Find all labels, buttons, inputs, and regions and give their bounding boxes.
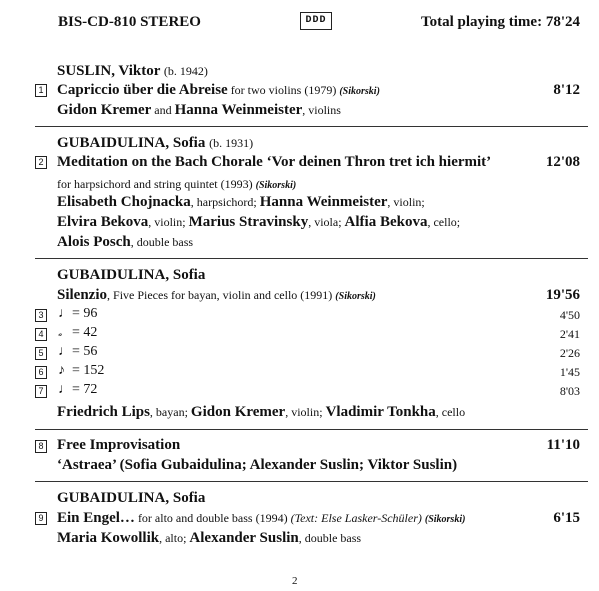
performer-role: , violin;: [148, 215, 189, 229]
performer-name: Gidon Kremer: [190, 404, 286, 420]
divider: [35, 481, 588, 482]
track-title: Meditation on the Bach Chorale ‘Vor deinen Thron tret ich hiermit’: [57, 154, 492, 170]
track-number: 9: [35, 512, 47, 525]
divider: [35, 429, 588, 430]
tempo-marking: [58, 344, 97, 360]
track-number: 3: [35, 309, 47, 322]
track-number: 6: [35, 366, 47, 379]
composer-gubaidulina: GUBAIDULINA, Sofia: [57, 490, 206, 506]
tempo-marking: [58, 363, 104, 379]
page-number: 2: [292, 575, 298, 587]
composer-gubaidulina: GUBAIDULINA, Sofia: [57, 267, 206, 283]
performer-role: , viola;: [308, 215, 345, 229]
work-desc: for two violins (1979): [227, 83, 340, 97]
note-icon: ♩: [58, 382, 72, 397]
movement-duration: 2'41: [559, 327, 580, 341]
tempo-marking: [58, 325, 97, 341]
note-icon: ♩: [58, 344, 72, 359]
performer-name: Hanna Weinmeister: [174, 102, 303, 118]
composer-name: SUSLIN, Viktor: [57, 63, 161, 79]
work-desc: [57, 176, 296, 193]
divider: [35, 258, 588, 259]
composer-suslin: [57, 63, 208, 80]
performer-name: Marius Stravinsky: [188, 214, 309, 230]
performers: [57, 102, 341, 119]
performers-line-1: [57, 194, 425, 211]
work-title: Silenzio: [57, 287, 108, 303]
publisher: (Sikorski): [255, 180, 297, 191]
track-duration: 6'15: [553, 510, 580, 526]
performer-name: Maria Kowollik: [57, 530, 160, 546]
note-icon: ♩: [58, 306, 72, 321]
publisher: (Sikorski): [335, 291, 376, 302]
performer-name: Hanna Weinmeister: [259, 194, 388, 210]
performer-name: Elisabeth Chojnacka: [57, 194, 191, 210]
note-icon: 𝅗: [58, 325, 63, 340]
performer-name: Friedrich Lips: [57, 404, 150, 420]
performers: ‘Astraea’ (Sofia Gubaidulina; Alexander Suslin; Viktor Suslin): [57, 457, 458, 473]
tempo-value: = 152: [72, 363, 105, 378]
performer-role: , harpsichord;: [190, 195, 260, 209]
track-title: [57, 287, 376, 304]
performer-name: Vladimir Tonkha: [325, 404, 436, 420]
performer-role: and: [151, 103, 175, 117]
track-number: 2: [35, 156, 47, 169]
track-number: 5: [35, 347, 47, 360]
movement-duration: 8'03: [559, 384, 580, 398]
track-duration: 12'08: [545, 154, 580, 170]
work-title: Capriccio über die Abreise: [57, 82, 228, 98]
catalog-number: BIS-CD-810 STEREO: [58, 14, 201, 30]
work-title: Ein Engel…: [57, 510, 135, 526]
composer-gubaidulina: [57, 135, 253, 152]
performers-line-3: [57, 234, 193, 251]
track-number: 8: [35, 440, 47, 453]
performer-role: , bayan;: [149, 405, 191, 419]
performer-role: , alto;: [159, 531, 190, 545]
performers: [57, 530, 361, 547]
work-subtitle: for harpsichord and string quintet (1993): [57, 177, 256, 191]
text-credit: (Text: Else Lasker-Schüler): [290, 511, 425, 525]
track-number: 4: [35, 328, 47, 341]
tempo-value: = 72: [72, 382, 98, 397]
tempo-marking: [58, 306, 97, 322]
publisher: (Sikorski): [339, 86, 380, 97]
track-title: Free Improvisation: [57, 437, 181, 453]
tempo-value: = 96: [72, 306, 98, 321]
total-playing-time: Total playing time: 78'24: [420, 14, 580, 30]
movement-duration: 1'45: [559, 365, 580, 379]
performer-name: Alexander Suslin: [189, 530, 299, 546]
performer-role: , double bass: [298, 531, 362, 545]
tempo-marking: [58, 382, 97, 398]
track-duration: 8'12: [553, 82, 580, 98]
performer-role: , violins: [302, 103, 341, 117]
composer-dates: (b. 1942): [163, 64, 208, 78]
track-duration: 19'56: [545, 287, 580, 303]
movement-duration: 2'26: [559, 346, 580, 360]
performer-name: Alfia Bekova: [344, 214, 428, 230]
work-desc: for alto and double bass (1994): [134, 511, 291, 525]
performer-name: Elvira Bekova: [57, 214, 149, 230]
performers-line-2: [57, 214, 460, 231]
performer-name: Gidon Kremer: [57, 102, 152, 118]
divider: [35, 126, 588, 127]
track-number: 7: [35, 385, 47, 398]
performer-role: , double bass: [130, 235, 194, 249]
tempo-value: = 56: [72, 344, 98, 359]
composer-name: GUBAIDULINA, Sofia: [57, 135, 206, 151]
track-title: [57, 82, 380, 99]
note-icon: ♪: [58, 363, 65, 378]
publisher: (Sikorski): [424, 514, 466, 525]
ddd-badge: DDD: [300, 12, 332, 30]
track-duration: 11'10: [546, 437, 580, 453]
tempo-value: = 42: [72, 325, 98, 340]
track-number: 1: [35, 84, 47, 97]
performers: [57, 404, 465, 421]
movement-duration: 4'50: [559, 308, 580, 322]
performer-name: Alois Posch: [57, 234, 131, 250]
performer-role: , violin;: [285, 405, 326, 419]
performer-role: , cello;: [427, 215, 461, 229]
work-desc: , Five Pieces for bayan, violin and cello (1991): [107, 288, 336, 302]
performer-role: , violin;: [387, 195, 425, 209]
track-title: [57, 510, 465, 527]
performer-role: , cello: [435, 405, 466, 419]
composer-dates: (b. 1931): [209, 136, 254, 150]
